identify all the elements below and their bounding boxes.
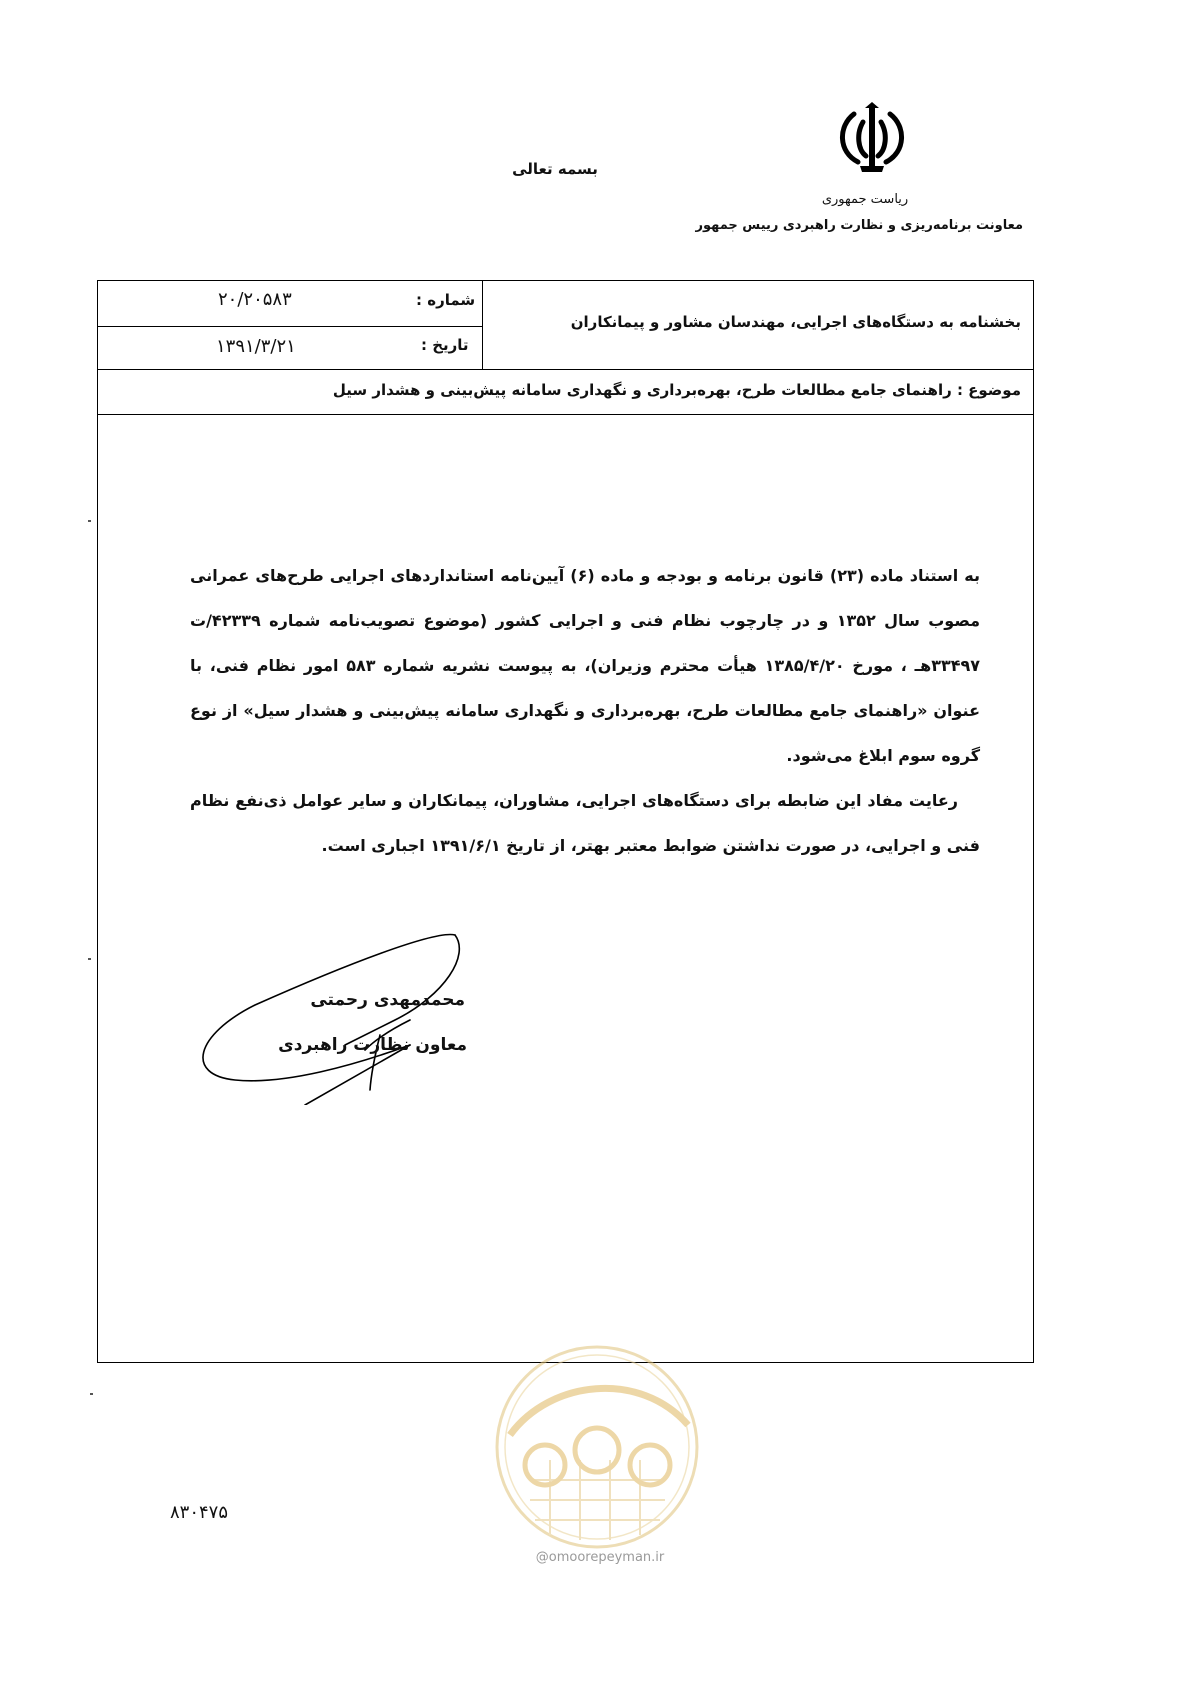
iran-emblem-icon (832, 100, 912, 180)
handwritten-signature (195, 925, 485, 1105)
margin-tick (88, 958, 91, 960)
number-label: شماره : (416, 291, 476, 309)
column-divider (482, 281, 483, 369)
org-name-line1: ریاست جمهوری (821, 192, 909, 207)
signatory-name: محمدمهدی رحمتی (310, 990, 465, 1010)
website-watermark: @omoorepeyman.ir (535, 1550, 665, 1565)
document-code: ۸۳۰۴۷۵ (170, 1502, 229, 1523)
margin-tick (90, 1393, 93, 1395)
bismillah-heading: بسمه تعالی (512, 160, 598, 178)
letter-body (190, 553, 980, 868)
recipient-line: بخشنامه به دستگاه‌های اجرایی، مهندسان مشاور و پیمانکاران (570, 313, 1021, 331)
signatory-title: معاون نظارت راهبردی (278, 1035, 467, 1055)
number-value: ۲۰/۲۰۵۸۳ (218, 289, 292, 310)
header-divider (98, 369, 1033, 370)
org-name-line2: معاونت برنامه‌ریزی و نظارت راهبردی رییس جمهور (695, 218, 1023, 233)
meta-divider (98, 326, 482, 327)
body-paragraph-2: رعایت مفاد این ضابطه برای دستگاه‌های اجرایی، مشاوران، پیمانکاران و سایر عوامل ذی‌نفع نظام فنی و اجرایی، در صورت نداشتن ضوابط معتبر بهتر، از تاریخ ۱۳۹۱/۶/۱ اجباری است. (190, 791, 980, 855)
date-value: ۱۳۹۱/۳/۲۱ (216, 336, 296, 357)
omoor-peyman-seal-icon (490, 1340, 705, 1555)
margin-tick (88, 520, 91, 522)
subject-line: موضوع : راهنمای جامع مطالعات طرح، بهره‌برداری و نگهداری سامانه پیش‌بینی و هشدار سیل (332, 381, 1021, 399)
date-label: تاریخ : (421, 336, 469, 354)
body-paragraph-1: به استناد ماده (۲۳) قانون برنامه و بودجه و ماده (۶) آیین‌نامه استانداردهای اجرایی طرح‌های عمرانی مصوب سال ۱۳۵۲ و در چارچوب نظام فنی و اجرایی کشور (موضوع تصویب‌نامه شماره ۴۲۳۳۹/ت ۳۳۴۹۷هـ ، مورخ ۱۳۸۵/۴/۲۰ هیأت محترم وزیران)، به پیوست نشریه شماره ۵۸۳ امور نظام فنی، با عنوان «راهنمای جامع مطالعات طرح، بهره‌برداری و نگهداری سامانه پیش‌بینی و هشدار سیل» از نوع گروه سوم ابلاغ می‌شود. (190, 566, 981, 765)
subject-divider (98, 414, 1033, 415)
